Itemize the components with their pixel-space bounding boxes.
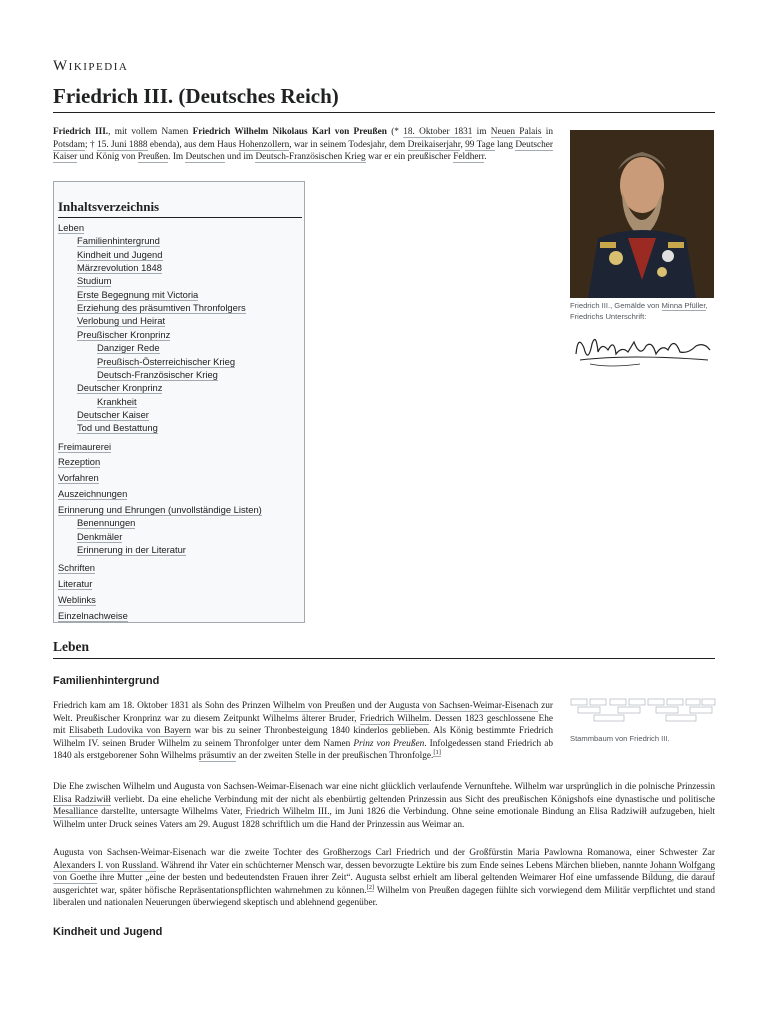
portrait-caption: Friedrich III., Gemälde von Minna Pfüller, Friedrichs Unterschrift:	[570, 301, 708, 321]
link-hohenzollern[interactable]: Hohenzollern	[238, 139, 290, 150]
toc-item[interactable]	[77, 329, 170, 340]
lead-fullname: Friedrich Wilhelm Nikolaus Karl von Preußen	[192, 127, 387, 137]
toc-item-label: Schriften	[58, 562, 95, 574]
toc-item[interactable]	[97, 356, 235, 367]
toc-item-label: Erinnerung und Ehrungen (unvollständige Listen)	[58, 504, 262, 515]
family-tree-figure	[570, 698, 716, 743]
link-friedrich-wilhelm[interactable]: Friedrich Wilhelm	[359, 713, 430, 724]
signature-image[interactable]	[570, 324, 714, 372]
toc-item-label: Studium	[77, 275, 112, 287]
link-feldherr[interactable]: Feldherr	[453, 152, 485, 163]
lead-name: Friedrich III.	[53, 127, 109, 137]
toc-item-label: Einzelnachweise	[58, 609, 128, 621]
toc-item[interactable]	[58, 562, 95, 573]
link-mesalliance[interactable]: Mesalliance	[53, 807, 98, 818]
toc-item[interactable]	[58, 456, 100, 467]
toc-item-label: Tod und Bestattung	[77, 422, 158, 434]
toc-item-label: Rezeption	[58, 456, 101, 468]
heading-leben: Leben	[53, 639, 715, 659]
link-goethe[interactable]: Johann Wolfgang von Goethe	[53, 860, 716, 884]
family-tree-caption: Stammbaum von Friedrich III.	[570, 734, 670, 743]
link-preussen[interactable]: Preußen	[137, 152, 169, 163]
toc-item[interactable]	[58, 472, 99, 483]
toc-item[interactable]	[77, 289, 198, 300]
link-maria-pawlowna[interactable]: Großfürstin Maria Pawlowna Romanowa	[469, 848, 630, 858]
toc-item[interactable]	[77, 235, 160, 246]
toc-item[interactable]	[97, 396, 137, 407]
toc-item-label: Erinnerung in der Literatur	[77, 544, 186, 556]
lead-paragraph: Friedrich III., mit vollem Namen Friedrich Wilhelm Nikolaus Karl von Preußen (* 18. Oktober 1831 im Neuen Palais in Potsdam; † 15. Juni 1888 ebenda), aus dem Haus Hohenzollern, war in seinem Todesjahr, dem Dreikaiserjahr, 99 Tage lang Deutscher Kaiser und König von Preußen. Im Deutschen und im Deutsch-Französischen Krieg war er ein preußischer Feldherr.	[53, 127, 554, 163]
toc-item-label: Leben	[58, 222, 85, 233]
toc-item[interactable]	[97, 369, 218, 380]
toc-item[interactable]	[77, 262, 162, 273]
toc-item-label: Erziehung des präsumtiven Thronfolgers	[77, 302, 246, 314]
toc-item[interactable]	[97, 342, 160, 353]
family-tree-image[interactable]	[570, 698, 716, 722]
toc-item-label: Weblinks	[58, 594, 96, 606]
link-dreikaiserjahr[interactable]: Dreikaiserjahr	[407, 139, 461, 150]
toc-item-label: Märzrevolution 1848	[77, 262, 162, 274]
link-carl-friedrich[interactable]: Großherzogs Carl Friedrich	[323, 848, 431, 858]
toc-item-label: Kindheit und Jugend	[77, 248, 163, 260]
toc-item-label: Deutsch-Französischer Krieg	[97, 368, 218, 380]
wikipedia-wordmark[interactable]: Wikipedia	[53, 58, 129, 74]
toc-item-label: Krankheit	[97, 395, 137, 407]
infobox	[570, 130, 716, 372]
toc-item[interactable]	[77, 315, 165, 326]
toc-item[interactable]	[77, 409, 149, 420]
toc-item[interactable]	[58, 504, 262, 515]
toc-item[interactable]	[77, 422, 158, 433]
table-of-contents	[53, 181, 305, 623]
toc-item-label: Deutscher Kaiser	[77, 408, 149, 420]
toc-title: Inhaltsverzeichnis	[58, 199, 302, 218]
toc-item-label: Auszeichnungen	[58, 488, 128, 500]
reference-2[interactable]: [2]	[366, 883, 375, 891]
heading-familienhintergrund: Familienhintergrund	[53, 675, 160, 687]
toc-item[interactable]	[77, 249, 163, 260]
toc-item[interactable]	[77, 531, 122, 542]
link-deutsch-franzoesischer-krieg[interactable]: Deutsch-Französischen Krieg	[255, 152, 366, 163]
toc-item[interactable]	[77, 275, 111, 286]
link-alexander-i[interactable]: Alexanders I. von Russland	[53, 860, 157, 871]
reference-1[interactable]: [1]	[433, 749, 441, 757]
toc-item[interactable]	[58, 222, 84, 233]
link-potsdam[interactable]: Potsdam	[53, 139, 86, 150]
toc-item-label: Verlobung und Heirat	[77, 315, 166, 327]
link-praesumtiv[interactable]: präsumtiv	[198, 751, 237, 762]
toc-item[interactable]	[58, 488, 127, 499]
heading-kindheit-und-jugend: Kindheit und Jugend	[53, 926, 163, 938]
link-augusta[interactable]: Augusta von Sachsen-Weimar-Eisenach	[388, 701, 539, 711]
link-minna-pfueller[interactable]: Minna Pfüller	[661, 301, 706, 310]
paragraph-2: Die Ehe zwischen Wilhelm und Augusta von Sachsen-Weimar-Eisenach war eine nicht glücklich verlaufende Vernunftehe. Wilhelm war ursprünglich in die polnische Prinzessin Elisa Radziwiłł verliebt. Da eine eheliche Verbindung mit der nicht als ebenbürtig geltenden Prinzessin aus Sicht des preußischen Königshofs eine dynastische und politische Mesalliance darstellte, untersagte Wilhelms Vater, Friedrich Wilhelm III., im Juni 1826 die Verbindung. Ohne seine emotionale Bindung an Elisa Radziwiłł aufzugeben, hielt Wilhelm unter Druck seines Vaters am 29. August 1828 schriftlich um die Hand der Prinzessin aus Weimar an.	[53, 782, 716, 830]
toc-item-label: Vorfahren	[58, 472, 99, 484]
link-death-date[interactable]: 15. Juni 1888	[97, 139, 148, 150]
link-elisa-radziwill[interactable]: Elisa Radziwiłł	[53, 794, 111, 805]
toc-item[interactable]	[58, 610, 128, 621]
toc-item-label: Familienhintergrund	[77, 235, 160, 247]
link-friedrich-wilhelm-iii[interactable]: Friedrich Wilhelm III.	[245, 807, 330, 818]
toc-item[interactable]	[77, 382, 162, 393]
page-title: Friedrich III. (Deutsches Reich)	[53, 84, 715, 113]
toc-item-label: Freimaurerei	[58, 440, 112, 452]
toc-item-label: Benennungen	[77, 517, 136, 529]
toc-item[interactable]	[77, 544, 186, 555]
toc-item[interactable]	[58, 441, 111, 452]
link-deutscher-kaiser[interactable]: Deutscher Kaiser	[53, 139, 554, 163]
toc-item-label: Preußisch-Österreichischer Krieg	[97, 355, 236, 367]
portrait-painting[interactable]	[570, 130, 714, 298]
link-birth-date[interactable]: 18. Oktober 1831	[403, 127, 473, 137]
toc-item-label: Denkmäler	[77, 530, 123, 542]
link-wilhelm-von-preussen[interactable]: Wilhelm von Preußen	[272, 701, 356, 711]
paragraph-3: Augusta von Sachsen-Weimar-Eisenach war die zweite Tochter des Großherzogs Carl Friedrich und der Großfürstin Maria Pawlowna Romanowa, einer Schwester Zar Alexanders I. von Russland. Während ihr Vater ein schüchterner Mensch war, dessen bevorzugte Lektüre bis zum Ende seines Lebens Märchen blieben, nannte Johann Wolfgang von Goethe ihre Mutter „eine der besten und bedeutendsten Frauen ihrer Zeit“. Augusta selbst erhielt am liberal geltenden Weimarer Hof eine umfassende Bildung, die darauf ausgerichtet war, später höfische Repräsentationspflichten wahrnehmen zu können.[2] Wilhelm von Preußen dagegen fühlte sich vorwiegend dem Militär verpflichtet und stand liberalen und nationalen Neuerungen überwiegend skeptisch und ablehnend gegenüber.	[53, 848, 716, 909]
toc-item-label: Literatur	[58, 578, 93, 590]
toc-item[interactable]	[58, 594, 96, 605]
link-99-tage[interactable]: 99 Tage	[465, 139, 495, 150]
toc-item[interactable]	[77, 302, 246, 313]
link-elisabeth-ludovika[interactable]: Elisabeth Ludovika von Bayern	[69, 726, 191, 737]
link-neues-palais[interactable]: Neuen Palais	[490, 127, 542, 137]
toc-item-label: Deutscher Kronprinz	[77, 382, 163, 394]
toc-item[interactable]	[77, 517, 135, 528]
toc-item[interactable]	[58, 578, 92, 589]
toc-item-label: Preußischer Kronprinz	[77, 328, 171, 340]
toc-item-label: Danziger Rede	[97, 342, 160, 354]
link-deutschen[interactable]: Deutschen	[185, 152, 225, 163]
paragraph-1: Friedrich kam am 18. Oktober 1831 als Sohn des Prinzen Wilhelm von Preußen und der Augusta von Sachsen-Weimar-Eisenach zur Welt. Preußischer Kronprinz war zu diesem Zeitpunkt Wilhelms älterer Bruder, Friedrich Wilhelm. Dessen 1823 geschlossene Ehe mit Elisabeth Ludovika von Bayern war bis zu seiner Thronbesteigung 1840 kinderlos geblieben. Als König bestimmte Friedrich Wilhelm IV. seinen Bruder Wilhelm zu seinem Thronfolger unter dem Namen Prinz von Preußen. Infolgedessen stand Friedrich ab 1840 als erstgeborener Sohn Wilhelms präsumtiv an der zweiten Stelle in der preußischen Thronfolge.[1]	[53, 701, 554, 762]
toc-item-label: Erste Begegnung mit Victoria	[77, 288, 199, 300]
